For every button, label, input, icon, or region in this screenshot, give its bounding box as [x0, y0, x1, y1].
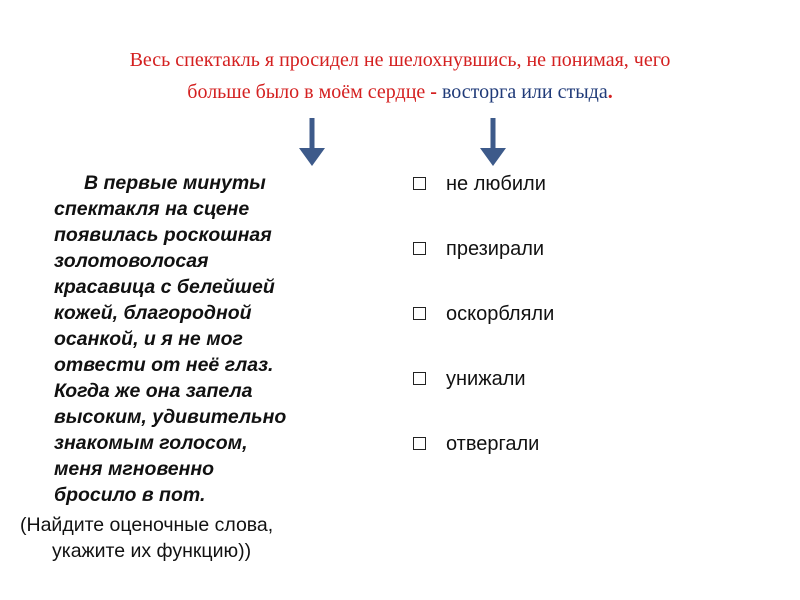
list-item-label: отвергали	[446, 433, 540, 455]
list-item	[413, 301, 554, 328]
evaluative-words-list	[413, 171, 554, 496]
passage-line: В первые минуты	[84, 172, 266, 194]
passage-line: отвести от неё глаз.	[54, 354, 274, 376]
list-item	[413, 236, 554, 263]
list-item-label: не любили	[446, 173, 546, 195]
heading-sentence	[20, 44, 780, 108]
heading-line-1	[20, 44, 780, 76]
heading-dash: -	[430, 81, 437, 103]
arrow-down-icon	[477, 118, 509, 168]
passage-line: появилась роскошная	[54, 224, 272, 246]
heading-line-1-text: Весь спектакль я просидел не шелохнувшись, не понимая, чего	[129, 49, 671, 71]
task-note-line-2: укажите их функцию))	[52, 540, 252, 562]
list-item-label: презирали	[446, 238, 545, 260]
task-note	[20, 512, 400, 564]
checkbox-bullet-icon	[413, 177, 426, 190]
passage-line: Когда же она запела	[54, 380, 253, 402]
passage-line: кожей, благородной	[54, 302, 252, 324]
checkbox-bullet-icon	[413, 307, 426, 320]
passage-line: бросило в пот.	[54, 484, 206, 506]
list-item	[413, 171, 554, 198]
passage-text	[54, 170, 394, 508]
checkbox-bullet-icon	[413, 372, 426, 385]
checkbox-bullet-icon	[413, 437, 426, 450]
heading-period: .	[607, 81, 613, 103]
list-item-label: унижали	[446, 368, 526, 390]
passage-line: знакомым голосом,	[54, 432, 248, 454]
arrow-down-icon	[296, 118, 328, 168]
heading-line-2	[20, 76, 780, 108]
passage-line: меня мгновенно	[54, 458, 215, 480]
heading-blue-phrase: восторга или стыда	[441, 81, 608, 103]
heading-line-2-text: больше было в моём сердце	[187, 81, 426, 103]
passage-line: осанкой, и я не мог	[54, 328, 243, 350]
checkbox-bullet-icon	[413, 242, 426, 255]
passage-line: красавица с белейшей	[54, 276, 275, 298]
passage-line: спектакля на сцене	[54, 198, 250, 220]
passage-line: золотоволосая	[54, 250, 209, 272]
task-note-line-1: (Найдите оценочные слова,	[20, 514, 274, 536]
list-item	[413, 431, 554, 458]
list-item	[413, 366, 554, 393]
passage-line: высоким, удивительно	[54, 406, 287, 428]
list-item-label: оскорбляли	[446, 303, 555, 325]
